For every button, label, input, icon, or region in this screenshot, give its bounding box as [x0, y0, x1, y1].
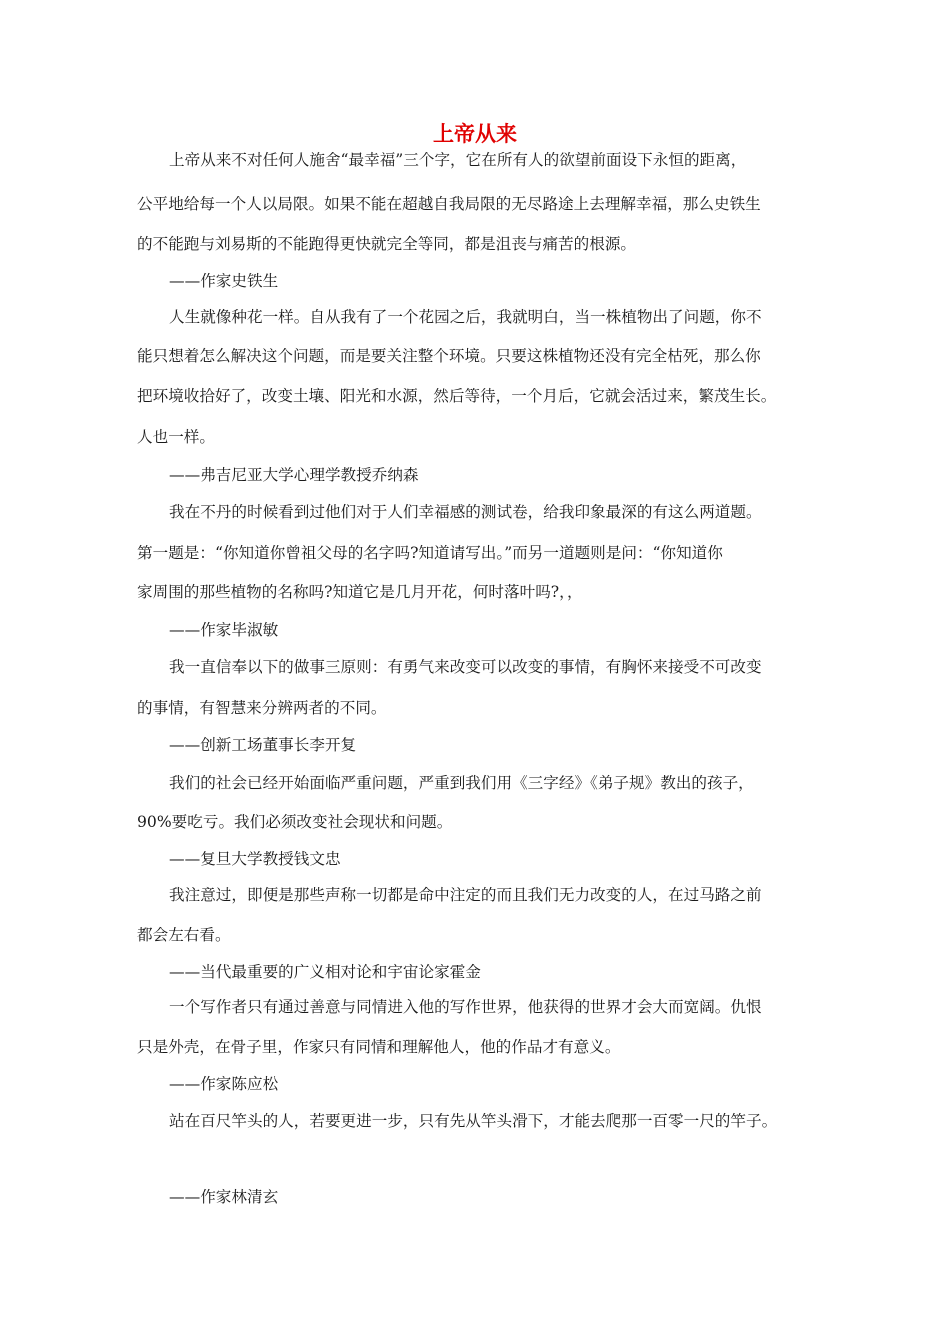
paragraph-line: 我注意过，即便是那些声称一切都是命中注定的而且我们无力改变的人，在过马路之前 — [169, 886, 762, 904]
paragraph-line: 人也一样。 — [137, 428, 215, 446]
paragraph-line: 家周围的那些植物的名称吗?知道它是几月开花，何时落叶吗?，， — [137, 583, 583, 601]
paragraph-line: 把环境收拾好了，改变土壤、阳光和水源，然后等待，一个月后，它就会活过来，繁茂生长。 — [137, 387, 777, 405]
paragraph-line: 都会左右看。 — [137, 926, 231, 944]
paragraph-line: 我一直信奉以下的做事三原则：有勇气来改变可以改变的事情，有胸怀来接受不可改变 — [169, 658, 762, 676]
paragraph-line: 只是外壳，在骨子里，作家只有同情和理解他人，他的作品才有意义。 — [137, 1038, 621, 1056]
attribution: ——作家陈应松 — [169, 1075, 279, 1093]
paragraph-line: 站在百尺竿头的人，若要更进一步，只有先从竿头滑下，才能去爬那一百零一尺的竿子。 — [169, 1112, 778, 1130]
paragraph-line: 第一题是：“你知道你曾祖父母的名字吗?知道请写出。”而另一道题则是问：“你知道你 — [137, 544, 723, 562]
paragraph-line: 一个写作者只有通过善意与同情进入他的写作世界，他获得的世界才会大而宽阔。仇恨 — [169, 998, 762, 1016]
paragraph-line: 人生就像种花一样。自从我有了一个花园之后，我就明白，当一株植物出了问题，你不 — [169, 308, 762, 326]
paragraph-line: 我在不丹的时候看到过他们对于人们幸福感的测试卷，给我印象最深的有这么两道题。 — [169, 503, 762, 521]
page-title: 上帝从来 — [433, 122, 517, 146]
paragraph-line: 的事情，有智慧来分辨两者的不同。 — [137, 699, 387, 717]
attribution: ——作家毕淑敏 — [169, 621, 279, 639]
paragraph-line: 我们的社会已经开始面临严重问题，严重到我们用《三字经》《弟子规》教出的孩子， — [169, 774, 754, 792]
paragraph-line: 能只想着怎么解决这个问题，而是要关注整个环境。只要这株植物还没有完全枯死，那么你 — [137, 347, 761, 365]
attribution: ——创新工场董事长李开复 — [169, 736, 357, 754]
attribution: ——作家林清玄 — [169, 1188, 279, 1206]
paragraph-line: 上帝从来不对任何人施舍“最幸福”三个字，它在所有人的欲望前面设下永恒的距离， — [169, 151, 747, 169]
paragraph-line: 的不能跑与刘易斯的不能跑得更快就完全等同，都是沮丧与痛苦的根源。 — [137, 235, 637, 253]
paragraph-line: 90%要吃亏。我们必须改变社会现状和问题。 — [137, 813, 453, 831]
attribution: ——弗吉尼亚大学心理学教授乔纳森 — [169, 466, 419, 484]
paragraph-line: 公平地给每一个人以局限。如果不能在超越自我局限的无尽路途上去理解幸福，那么史铁生 — [137, 195, 761, 213]
attribution: ——复旦大学教授钱文忠 — [169, 850, 341, 868]
attribution: ——当代最重要的广义相对论和宇宙论家霍金 — [169, 963, 481, 981]
attribution: ——作家史铁生 — [169, 272, 279, 290]
